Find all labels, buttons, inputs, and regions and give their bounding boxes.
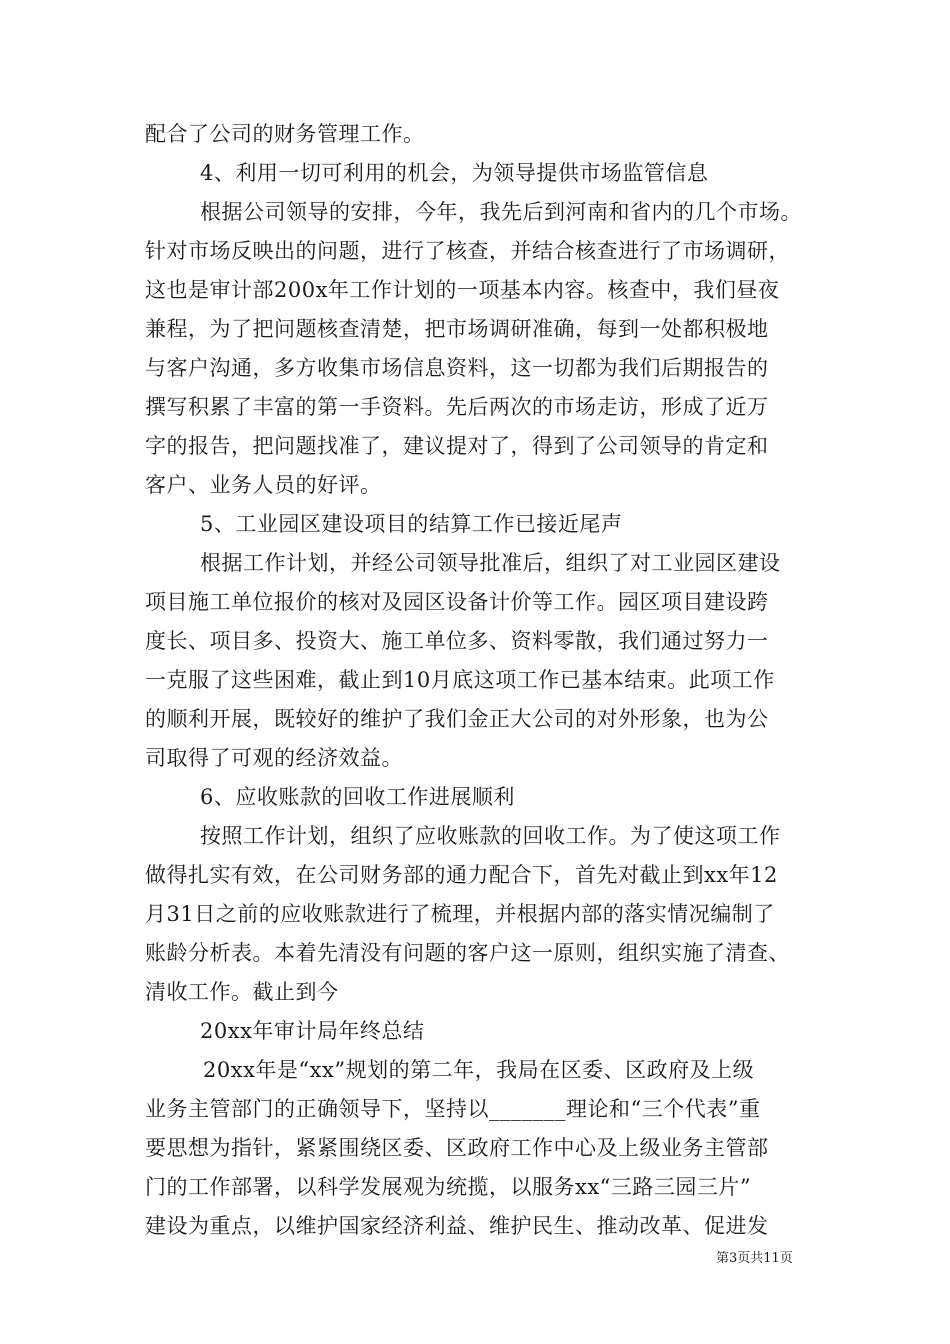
body-line-8: 撰写积累了丰富的第一手资料。先后两次的市场走访，形成了近万 — [145, 395, 769, 419]
body-line-28: 门的工作部署，以科学发展观为统揽，以服务xx“三路三园三片” — [145, 1175, 752, 1199]
body-line-7: 与客户沟通，多方收集市场信息资料，这一切都为我们后期报告的 — [145, 356, 769, 380]
body-line-3: 根据公司领导的安排，今年，我先后到河南和省内的几个市场。 — [200, 200, 802, 224]
body-line-14: 度长、项目多、投资大、施工单位多、资料零散，我们通过努力一 — [145, 629, 769, 653]
body-line-17: 司取得了可观的经济效益。 — [145, 746, 403, 770]
document-title: 20xx年审计局年终总结 — [200, 1019, 425, 1043]
body-line-27: 要思想为指针，紧紧围绕区委、区政府工作中心及上级业务主管部 — [145, 1136, 769, 1160]
body-line-4: 针对市场反映出的问题，进行了核查，并结合核查进行了市场调研， — [145, 239, 790, 263]
section-heading-6: 6、应收账款的回收工作进展顺利 — [200, 785, 515, 809]
body-line-22: 账龄分析表。本着先清没有问题的客户这一原则，组织实施了清查、 — [145, 941, 790, 965]
body-line-5: 这也是审计部200x年工作计划的一项基本内容。核查中，我们昼夜 — [145, 278, 780, 302]
body-line-1: 配合了公司的财务管理工作。 — [145, 122, 425, 146]
body-line-19: 按照工作计划，组织了应收账款的回收工作。为了使这项工作 — [200, 824, 781, 848]
section-heading-5: 5、工业园区建设项目的结算工作已接近尾声 — [200, 512, 623, 536]
body-line-15: 一克服了这些困难，截止到10月底这项工作已基本结束。此项工作 — [145, 668, 775, 692]
body-line-9: 字的报告，把问题找准了，建议提对了，得到了公司领导的肯定和 — [145, 434, 769, 458]
body-line-20: 做得扎实有效，在公司财务部的通力配合下，首先对截止到xx年12 — [145, 863, 778, 887]
body-line-21: 月31日之前的应收账款进行了梳理，并根据内部的落实情况编制了 — [145, 902, 775, 926]
body-line-16: 的顺利开展，既较好的维护了我们金正大公司的对外形象，也为公 — [145, 707, 769, 731]
body-line-23: 清收工作。截止到今 — [145, 980, 339, 1004]
body-line-25: 20xx年是“xx”规划的第二年，我局在区委、区政府及上级 — [203, 1058, 755, 1082]
section-heading-4: 4、利用一切可利用的机会，为领导提供市场监管信息 — [200, 161, 709, 185]
body-line-6: 兼程，为了把问题核查清楚，把市场调研准确，每到一处都积极地 — [145, 317, 769, 341]
body-line-26: 业务主管部门的正确领导下，坚持以_______理论和“三个代表”重 — [145, 1097, 761, 1121]
body-line-29: 建设为重点，以维护国家经济利益、维护民生、推动改革、促进发 — [145, 1214, 769, 1238]
page-number: 第3页共11页 — [716, 1251, 793, 1266]
body-line-13: 项目施工单位报价的核对及园区设备计价等工作。园区项目建设跨 — [145, 590, 769, 614]
body-line-12: 根据工作计划，并经公司领导批准后，组织了对工业园区建设 — [200, 551, 781, 575]
body-line-10: 客户、业务人员的好评。 — [145, 473, 382, 497]
